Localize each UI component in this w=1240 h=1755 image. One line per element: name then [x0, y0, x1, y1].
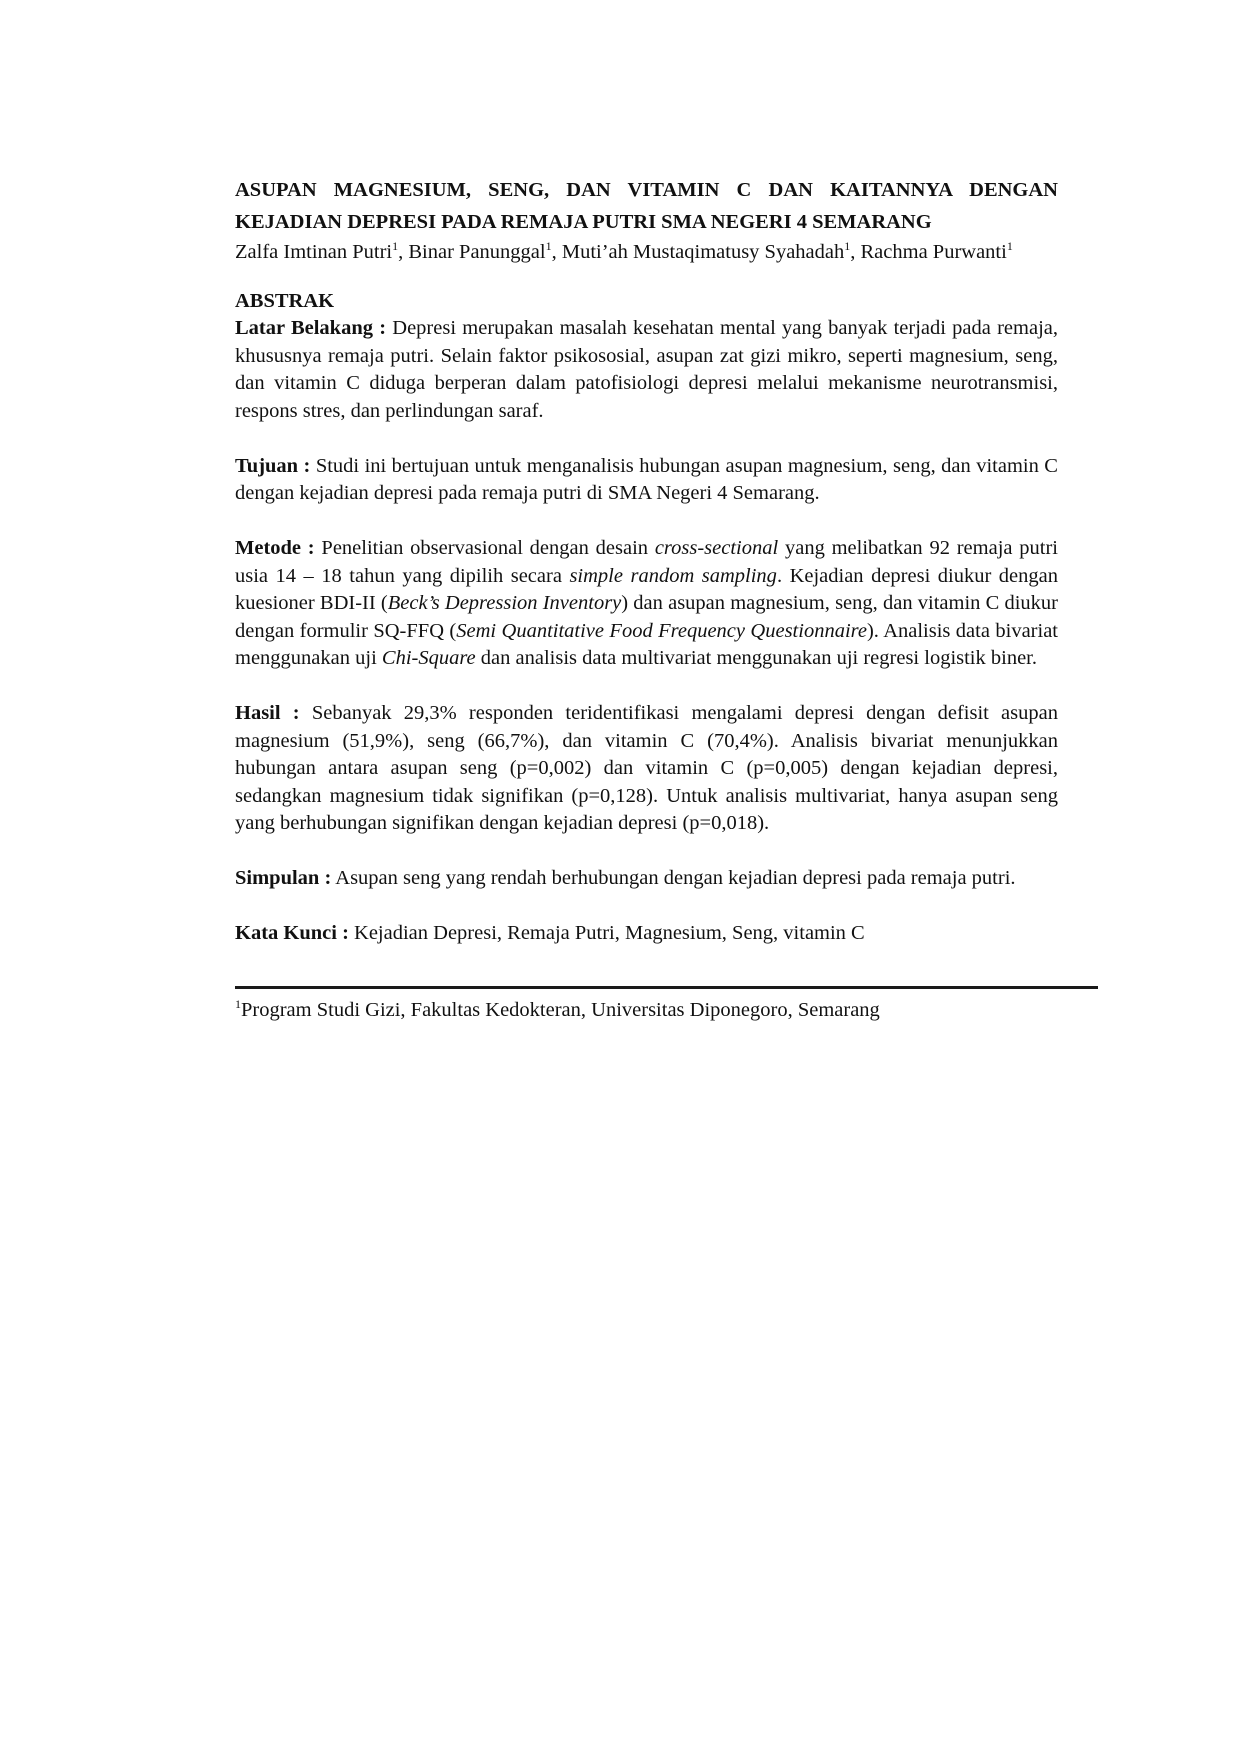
- author-name: Binar Panunggal: [408, 241, 546, 263]
- abstract-keywords: [235, 920, 1058, 948]
- author-name: Zalfa Imtinan Putri: [235, 241, 393, 263]
- section-text: Penelitian observasional dengan desain: [314, 537, 655, 559]
- section-label: Tujuan :: [235, 454, 311, 477]
- affiliation-footnote: [235, 996, 880, 1024]
- author-affiliation-marker: 1: [844, 239, 851, 253]
- section-label: Simpulan :: [235, 867, 332, 889]
- section-text: Studi ini bertujuan untuk menganalisis hubungan asupan magnesium, seng, dan vitamin C dengan kejadian depresi pada remaja putri di SMA Negeri 4 Semarang.: [235, 454, 1058, 504]
- footnote-marker: 1: [235, 997, 241, 1011]
- section-label: Hasil :: [235, 702, 300, 724]
- author-name: Rachma Purwanti: [860, 241, 1007, 263]
- italic-term: Chi-Square: [381, 647, 476, 669]
- footnote-divider: [235, 986, 1098, 989]
- author-affiliation-marker: 1: [1006, 239, 1013, 253]
- abstract-body: [235, 315, 1058, 948]
- abstract-methods: [235, 535, 1058, 673]
- paper-title: [235, 174, 1058, 238]
- italic-term: Beck’s Depression Inventory: [387, 592, 622, 614]
- paper-page: [235, 174, 1058, 948]
- section-label: Kata Kunci :: [235, 922, 349, 944]
- section-text: Sebanyak 29,3% responden teridentifikasi mengalami depresi dengan defisit asupan magnesium (51,9%), seng (66,7%), dan vitamin C (70,4%). Analisis bivariat menunjukkan hubungan antara asupan seng (p=0,002) dan vitamin C (p=0,005) dengan kejadian depresi, sedangkan magnesium tidak signifikan (p=0,128). Untuk analisis multivariat, hanya asupan seng yang berhubungan signifikan dengan kejadian depresi (p=0,018).: [235, 702, 1058, 834]
- italic-term: simple random sampling: [569, 564, 777, 587]
- section-text: ). Analisis data bivariat menggunakan uji: [235, 619, 1058, 669]
- section-text: Asupan seng yang rendah berhubungan dengan kejadian depresi pada remaja putri.: [331, 867, 1016, 889]
- author-list: [235, 238, 1058, 266]
- author-affiliation-marker: 1: [545, 239, 552, 253]
- abstract-background: [235, 315, 1058, 425]
- section-text: yang melibatkan 92 remaja putri usia 14 – 18 tahun yang dipilih secara: [235, 537, 1058, 587]
- affiliation-text: Program Studi Gizi, Fakultas Kedokteran, Universitas Diponegoro, Semarang: [241, 999, 880, 1021]
- author-separator: ,: [398, 241, 409, 263]
- abstract-conclusion: [235, 865, 1058, 893]
- section-text: Depresi merupakan masalah kesehatan mental yang banyak terjadi pada remaja, khususnya remaja putri. Selain faktor psikososial, asupan zat gizi mikro, seperti magnesium, seng, dan vitamin C diduga berperan dalam patofisiologi depresi melalui mekanisme neurotransmisi, respons stres, dan perlindungan saraf.: [235, 317, 1058, 422]
- author-name: Muti’ah Mustaqimatusy Syahadah: [561, 241, 845, 263]
- italic-term: Semi Quantitative Food Frequency Questionnaire: [456, 619, 867, 642]
- paper-title-line-2: KEJADIAN DEPRESI PADA REMAJA PUTRI SMA NEGERI 4 SEMARANG: [235, 211, 932, 233]
- section-text: ) dan asupan magnesium, seng, dan vitamin C diukur dengan formulir SQ-FFQ (: [235, 592, 1059, 642]
- author-affiliation-marker: 1: [392, 239, 399, 253]
- abstract-objective: [235, 453, 1058, 508]
- section-text: dan analisis data multivariat menggunakan uji regresi logistik biner.: [475, 647, 1037, 669]
- author-separator: ,: [551, 241, 562, 263]
- abstract-heading: ABSTRAK: [235, 290, 335, 312]
- section-text: . Kejadian depresi diukur dengan kuesioner BDI-II (: [235, 564, 1058, 614]
- paper-title-line-1: ASUPAN MAGNESIUM, SENG, DAN VITAMIN C DAN KAITANNYA DENGAN: [235, 179, 1058, 201]
- author-separator: ,: [850, 241, 861, 263]
- section-label: Latar Belakang :: [235, 317, 387, 339]
- section-text: Kejadian Depresi, Remaja Putri, Magnesium, Seng, vitamin C: [348, 922, 865, 944]
- italic-term: cross-sectional: [654, 537, 779, 559]
- abstract-results: [235, 700, 1058, 838]
- section-label: Metode :: [235, 537, 315, 559]
